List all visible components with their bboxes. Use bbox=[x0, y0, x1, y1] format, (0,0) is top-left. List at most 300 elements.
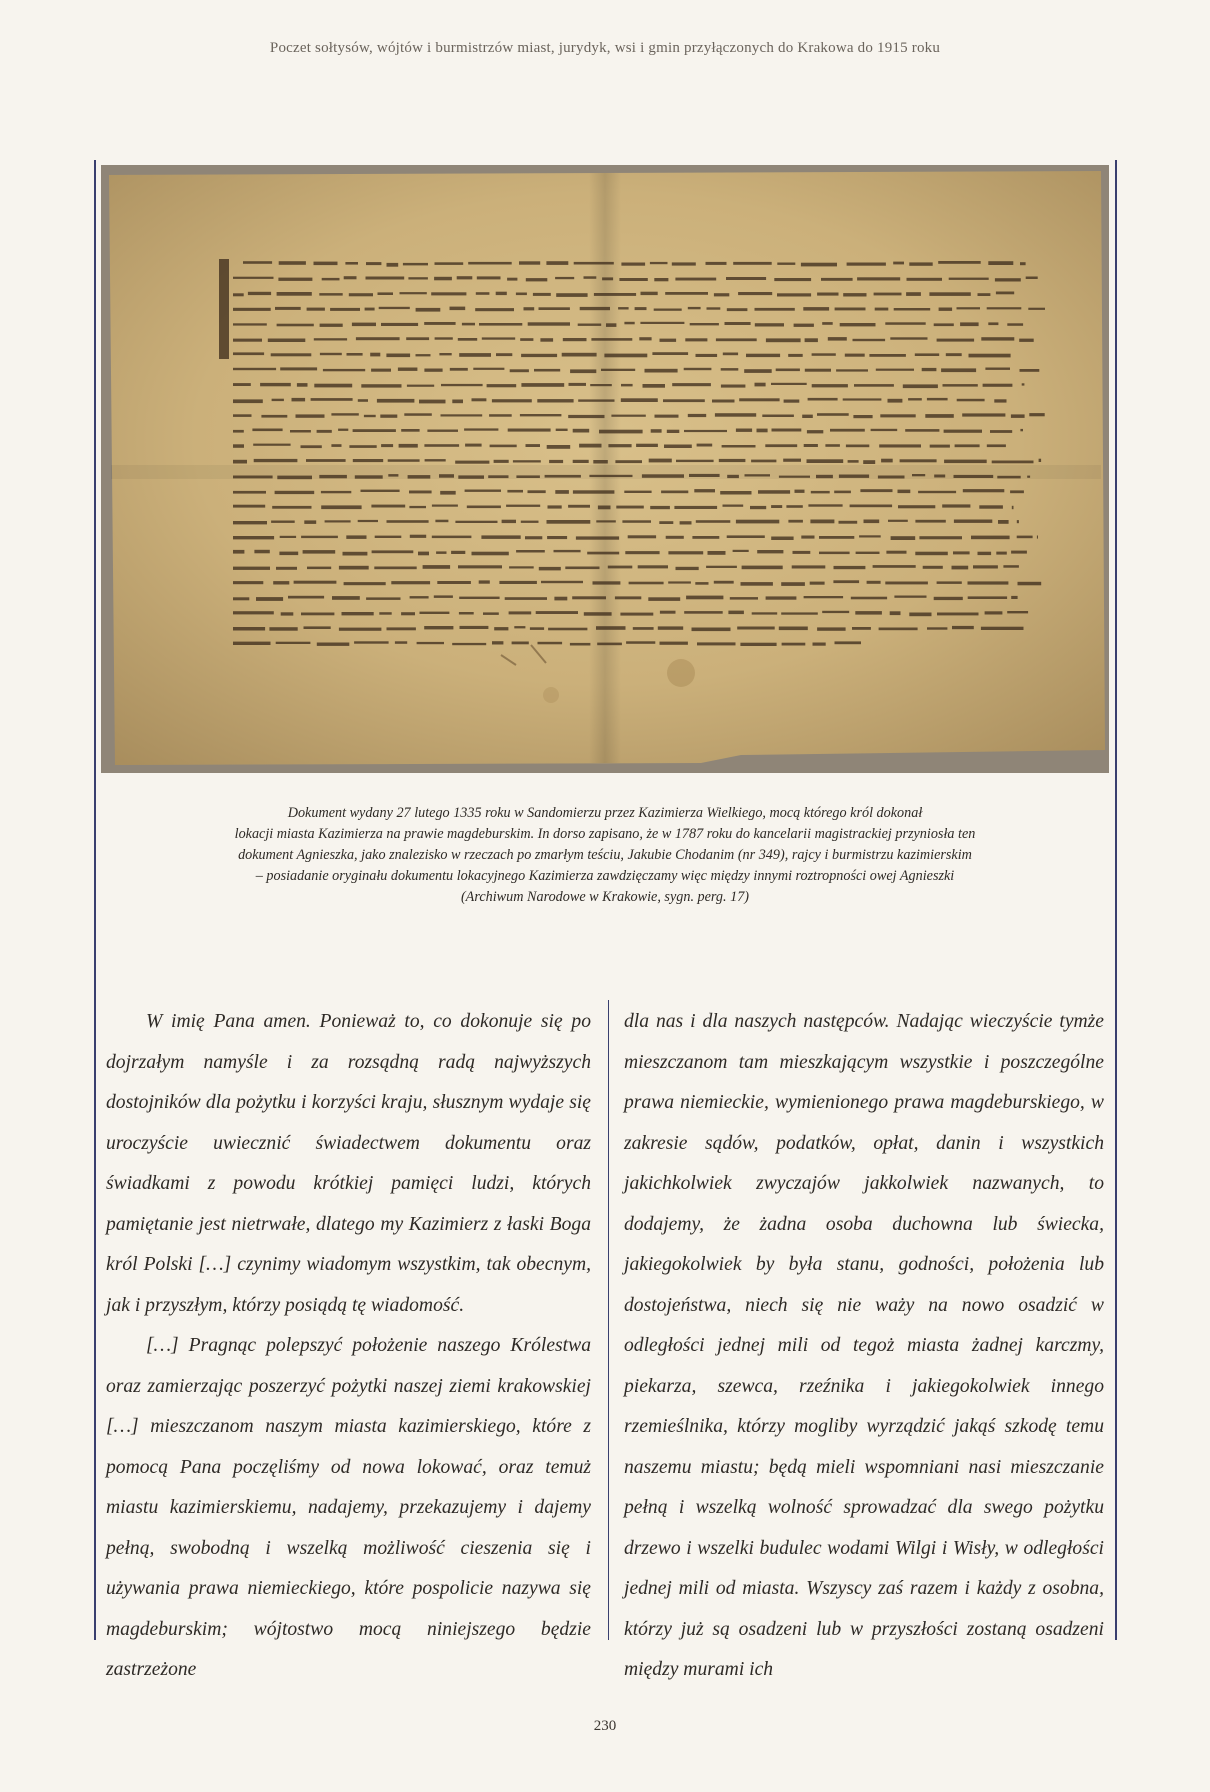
script-stroke bbox=[371, 505, 405, 508]
script-stroke bbox=[233, 550, 244, 554]
script-stroke bbox=[248, 292, 271, 295]
script-stroke bbox=[507, 490, 523, 493]
script-stroke bbox=[879, 628, 918, 631]
script-stroke bbox=[876, 369, 914, 371]
script-stroke bbox=[843, 293, 866, 296]
script-stroke bbox=[424, 322, 455, 325]
script-stroke bbox=[361, 384, 401, 387]
script-stroke bbox=[708, 551, 726, 555]
script-stroke bbox=[807, 459, 844, 463]
script-stroke bbox=[277, 476, 312, 480]
script-stroke bbox=[591, 338, 632, 341]
script-stroke bbox=[934, 597, 963, 600]
script-stroke bbox=[391, 581, 430, 584]
script-stroke bbox=[271, 521, 295, 523]
script-stroke bbox=[843, 398, 882, 400]
script-stroke bbox=[492, 641, 503, 644]
script-stroke bbox=[437, 581, 471, 584]
script-stroke bbox=[321, 491, 351, 493]
script-stroke bbox=[751, 460, 776, 463]
script-stroke bbox=[848, 460, 859, 463]
script-stroke bbox=[356, 337, 400, 340]
script-stroke bbox=[807, 430, 823, 433]
script-stroke bbox=[1007, 611, 1028, 613]
script-stroke bbox=[401, 612, 415, 615]
script-stroke bbox=[642, 474, 684, 478]
script-stroke bbox=[684, 611, 723, 614]
script-stroke bbox=[584, 612, 612, 616]
script-stroke bbox=[686, 596, 723, 600]
script-stroke bbox=[840, 323, 876, 326]
script-stroke bbox=[323, 369, 365, 371]
script-stroke bbox=[954, 475, 994, 478]
script-stroke bbox=[594, 293, 636, 296]
script-stroke bbox=[439, 474, 454, 478]
script-stroke bbox=[379, 612, 391, 615]
script-stroke bbox=[562, 353, 597, 357]
script-stroke bbox=[381, 444, 393, 447]
script-stroke bbox=[580, 307, 610, 310]
script-stroke bbox=[596, 626, 626, 630]
script-stroke bbox=[661, 491, 688, 494]
script-stroke bbox=[927, 398, 948, 401]
script-stroke bbox=[431, 292, 466, 295]
script-stroke bbox=[779, 476, 810, 478]
script-stroke bbox=[508, 429, 551, 432]
script-stroke bbox=[755, 323, 784, 326]
script-stroke bbox=[271, 353, 312, 356]
script-stroke bbox=[746, 354, 780, 357]
script-stroke bbox=[886, 551, 906, 554]
script-stroke bbox=[509, 566, 534, 568]
script-stroke bbox=[1020, 369, 1040, 372]
script-stroke bbox=[441, 384, 483, 386]
script-stroke bbox=[303, 550, 336, 554]
script-stroke bbox=[494, 460, 509, 463]
script-stroke bbox=[813, 643, 826, 646]
script-stroke bbox=[855, 611, 882, 615]
script-stroke bbox=[416, 354, 431, 356]
script-stroke bbox=[981, 627, 1024, 630]
script-stroke bbox=[378, 292, 394, 295]
script-stroke bbox=[721, 385, 746, 388]
script-stroke bbox=[758, 490, 790, 494]
script-stroke bbox=[277, 324, 314, 327]
script-stroke bbox=[549, 460, 563, 463]
script-stroke bbox=[521, 521, 539, 523]
script-stroke bbox=[810, 582, 825, 585]
script-stroke bbox=[719, 459, 746, 462]
caption-line: Dokument wydany 27 lutego 1335 roku w Sandomierzu przez Kazimierza Wielkiego, mocą którego król dokonał bbox=[287, 805, 923, 821]
script-stroke bbox=[716, 338, 757, 341]
script-stroke bbox=[955, 444, 980, 447]
script-stroke bbox=[233, 581, 263, 584]
script-stroke bbox=[727, 308, 748, 311]
script-stroke bbox=[321, 505, 361, 509]
script-stroke bbox=[345, 262, 358, 265]
script-stroke bbox=[410, 535, 426, 538]
script-stroke bbox=[783, 459, 801, 462]
script-stroke bbox=[547, 445, 571, 449]
script-stroke bbox=[981, 337, 1014, 340]
script-stroke bbox=[696, 520, 731, 523]
script-stroke bbox=[475, 308, 514, 311]
script-stroke bbox=[776, 369, 800, 372]
script-stroke bbox=[505, 597, 547, 600]
script-stroke bbox=[450, 307, 466, 311]
script-stroke bbox=[452, 643, 486, 645]
script-stroke bbox=[510, 369, 529, 372]
script-stroke bbox=[593, 581, 621, 584]
script-stroke bbox=[941, 368, 976, 372]
script-stroke bbox=[674, 506, 717, 509]
script-stroke bbox=[625, 551, 659, 554]
body-paragraph: dla nas i dla naszych następców. Nadając wieczyście tymże mieszczanom tam mieszkającym wszystkie i poszczególne prawa niemieckie, wymienionego prawa magdeburskiego, w zakresie sądów, podatków, opłat, danin i wszystkich jakichkolwiek zwyczajów jakkolwiek nazwanych, to dodajemy, że żadna osoba duchowna lub świecka, jakiegokolwiek by była stanu, godności, położenia lub dostojeństwa, niech się nie waży na nowo osadzić w odległości jednej mili od tegoż miasta żadnej karczmy, piekarza, szewca, rzeźnika i jakiegokolwiek innego rzemieślnika, którzy mogliby wyrządzić jakąś szkodę temu naszemu miastu; będą mieli wspomniani nasi mieszczanie pełną i wszelką wolność sprowadzać dla swego pożytku drzewo i wszelki budulec wodami Wilgi i Wisły, w odległości jednej mili od miasta. Wszyscy zaś razem i każdy z osobna, którzy już są osadzeni lub w przyszłości zostaną osadzeni między murami ich bbox=[624, 1011, 1104, 1680]
script-stroke bbox=[233, 368, 276, 370]
script-stroke bbox=[890, 337, 927, 339]
script-stroke bbox=[233, 536, 274, 539]
script-stroke bbox=[366, 262, 381, 265]
script-stroke bbox=[755, 383, 766, 387]
script-stroke bbox=[998, 520, 1009, 524]
script-stroke bbox=[288, 596, 324, 599]
script-stroke bbox=[1012, 506, 1014, 509]
script-stroke bbox=[812, 353, 836, 356]
script-stroke bbox=[432, 505, 458, 507]
script-stroke bbox=[233, 430, 244, 433]
script-stroke bbox=[733, 550, 749, 552]
script-stroke bbox=[801, 263, 837, 267]
script-stroke bbox=[659, 521, 673, 524]
script-stroke bbox=[355, 475, 383, 478]
script-stroke bbox=[675, 278, 716, 281]
script-stroke bbox=[1039, 459, 1042, 462]
script-stroke bbox=[570, 369, 596, 373]
script-stroke bbox=[409, 491, 432, 494]
script-stroke bbox=[243, 261, 272, 264]
script-stroke bbox=[939, 308, 953, 311]
script-stroke bbox=[524, 307, 535, 310]
figure-caption bbox=[150, 803, 1060, 908]
script-stroke bbox=[803, 307, 829, 311]
script-stroke bbox=[633, 627, 654, 630]
script-stroke bbox=[676, 460, 714, 462]
script-stroke bbox=[344, 582, 386, 585]
script-stroke bbox=[898, 490, 911, 494]
script-stroke bbox=[922, 368, 937, 371]
script-stroke bbox=[1018, 582, 1042, 586]
script-stroke bbox=[364, 415, 376, 417]
script-stroke bbox=[857, 277, 900, 280]
script-stroke bbox=[233, 399, 263, 403]
script-stroke bbox=[458, 475, 484, 478]
script-stroke bbox=[424, 626, 453, 629]
script-stroke bbox=[1003, 565, 1019, 568]
script-stroke bbox=[252, 429, 282, 432]
script-stroke bbox=[388, 474, 398, 477]
script-stroke bbox=[1017, 520, 1019, 523]
script-stroke bbox=[1011, 551, 1027, 554]
script-stroke bbox=[944, 430, 982, 433]
script-stroke bbox=[459, 597, 499, 599]
script-stroke bbox=[479, 323, 522, 326]
script-stroke bbox=[616, 506, 644, 509]
script-stroke bbox=[688, 307, 701, 309]
script-stroke bbox=[311, 398, 353, 401]
script-stroke bbox=[624, 322, 634, 325]
script-stroke bbox=[516, 550, 545, 553]
script-stroke bbox=[596, 520, 616, 522]
script-stroke bbox=[568, 505, 590, 508]
script-stroke bbox=[404, 413, 432, 416]
caption-line: lokacji miasta Kazimierza na prawie magdeburskim. In dorso zapisano, że w 1787 roku do kancelarii magistrackiej przyniosła ten bbox=[234, 826, 976, 842]
script-stroke bbox=[715, 413, 756, 417]
script-stroke bbox=[608, 444, 631, 447]
script-stroke bbox=[579, 444, 601, 448]
script-stroke bbox=[339, 628, 382, 631]
script-stroke bbox=[452, 400, 463, 404]
script-stroke bbox=[304, 626, 331, 629]
script-stroke bbox=[602, 277, 613, 280]
script-stroke bbox=[353, 459, 383, 462]
script-stroke bbox=[621, 398, 658, 402]
script-stroke bbox=[925, 414, 954, 418]
script-stroke bbox=[788, 354, 803, 357]
script-stroke bbox=[893, 262, 904, 265]
script-stroke bbox=[766, 596, 797, 599]
script-stroke bbox=[526, 278, 548, 281]
script-stroke bbox=[273, 581, 289, 584]
script-stroke bbox=[762, 415, 794, 418]
script-stroke bbox=[962, 413, 1005, 416]
script-stroke bbox=[988, 322, 998, 325]
script-stroke bbox=[307, 308, 325, 311]
script-stroke bbox=[638, 565, 668, 568]
script-stroke bbox=[730, 597, 758, 600]
script-stroke bbox=[307, 567, 331, 570]
script-stroke bbox=[233, 521, 267, 524]
script-stroke bbox=[279, 552, 298, 556]
script-stroke bbox=[540, 338, 553, 342]
script-stroke bbox=[782, 643, 806, 646]
script-stroke bbox=[927, 627, 947, 629]
script-stroke bbox=[435, 520, 448, 523]
script-stroke bbox=[649, 459, 672, 463]
script-stroke bbox=[314, 384, 352, 388]
script-stroke bbox=[788, 520, 803, 523]
script-stroke bbox=[1019, 339, 1033, 342]
script-stroke bbox=[387, 627, 416, 630]
script-stroke bbox=[987, 307, 1022, 309]
script-stroke bbox=[714, 293, 729, 296]
script-stroke bbox=[1020, 262, 1026, 265]
script-stroke bbox=[530, 627, 544, 630]
script-stroke bbox=[930, 445, 950, 448]
script-stroke bbox=[233, 642, 271, 645]
script-stroke bbox=[830, 429, 865, 432]
script-stroke bbox=[808, 398, 838, 401]
script-stroke bbox=[771, 537, 793, 541]
script-stroke bbox=[937, 613, 979, 616]
script-stroke bbox=[628, 535, 656, 538]
script-stroke bbox=[979, 505, 1003, 508]
script-stroke bbox=[277, 292, 312, 296]
script-stroke bbox=[786, 505, 802, 508]
script-stroke bbox=[541, 581, 583, 583]
script-stroke bbox=[516, 293, 527, 296]
script-stroke bbox=[680, 521, 692, 524]
script-stroke bbox=[343, 552, 368, 556]
caption-line: – posiadanie oryginału dokumentu lokacyjnego Kazimierza zawdzięczamy więc między innymi roztropności owej Agnieszki bbox=[255, 868, 955, 884]
script-stroke bbox=[690, 323, 719, 325]
script-stroke bbox=[885, 322, 925, 325]
script-stroke bbox=[881, 459, 893, 463]
script-stroke bbox=[473, 368, 504, 370]
script-stroke bbox=[464, 428, 498, 430]
script-stroke bbox=[435, 262, 464, 265]
script-stroke bbox=[938, 261, 981, 264]
script-stroke bbox=[233, 597, 249, 600]
script-stroke bbox=[409, 506, 426, 508]
script-stroke bbox=[908, 398, 922, 400]
script-stroke bbox=[992, 461, 1034, 464]
body-text-columns bbox=[0, 1002, 1210, 1680]
script-stroke bbox=[847, 263, 886, 266]
script-stroke bbox=[990, 430, 1012, 433]
script-stroke bbox=[292, 398, 306, 402]
script-stroke bbox=[458, 565, 502, 568]
right-column bbox=[624, 1002, 1104, 1691]
script-stroke bbox=[618, 307, 629, 309]
script-stroke bbox=[663, 399, 705, 402]
script-stroke bbox=[874, 293, 902, 296]
left-column bbox=[106, 1002, 591, 1691]
script-stroke bbox=[576, 536, 619, 539]
script-stroke bbox=[934, 323, 954, 326]
script-stroke bbox=[805, 338, 818, 342]
script-stroke bbox=[261, 415, 287, 418]
script-stroke bbox=[539, 307, 570, 310]
script-stroke bbox=[854, 384, 894, 387]
script-stroke bbox=[985, 611, 1003, 614]
script-stroke bbox=[479, 580, 490, 583]
script-stroke bbox=[487, 384, 517, 387]
script-stroke bbox=[978, 293, 991, 296]
parchment-document-photo bbox=[101, 165, 1109, 773]
script-stroke bbox=[736, 520, 779, 524]
script-stroke bbox=[949, 278, 989, 280]
script-stroke bbox=[894, 596, 926, 598]
script-stroke bbox=[301, 445, 322, 448]
script-stroke bbox=[521, 383, 564, 387]
script-stroke bbox=[919, 536, 962, 539]
script-stroke bbox=[856, 552, 880, 554]
script-stroke bbox=[528, 490, 546, 493]
script-stroke bbox=[608, 566, 633, 569]
script-stroke bbox=[869, 354, 906, 357]
script-stroke bbox=[923, 566, 943, 569]
script-stroke bbox=[834, 566, 866, 569]
script-stroke bbox=[957, 399, 985, 402]
script-stroke bbox=[757, 550, 783, 553]
script-stroke bbox=[736, 429, 752, 432]
script-stroke bbox=[912, 474, 925, 476]
script-stroke bbox=[1017, 536, 1033, 539]
script-stroke bbox=[290, 430, 311, 433]
script-stroke bbox=[811, 491, 830, 494]
script-stroke bbox=[332, 596, 360, 600]
script-stroke bbox=[539, 567, 561, 571]
script-stroke bbox=[516, 475, 540, 478]
script-stroke bbox=[650, 262, 668, 264]
script-stroke bbox=[233, 505, 265, 508]
script-stroke bbox=[665, 292, 708, 295]
script-stroke bbox=[314, 262, 338, 266]
script-stroke bbox=[929, 292, 970, 296]
script-stroke bbox=[624, 491, 651, 493]
script-stroke bbox=[294, 581, 337, 584]
script-stroke bbox=[410, 596, 429, 598]
script-stroke bbox=[375, 536, 402, 538]
script-stroke bbox=[280, 367, 317, 370]
script-stroke bbox=[621, 263, 645, 266]
script-stroke bbox=[436, 551, 446, 554]
script-stroke bbox=[963, 489, 1005, 492]
script-stroke bbox=[521, 354, 557, 357]
script-stroke bbox=[520, 338, 533, 341]
script-stroke bbox=[427, 430, 458, 432]
script-stroke bbox=[331, 413, 358, 415]
caption-line: (Archiwum Narodowe w Krakowie, sygn. perg. 17) bbox=[460, 889, 750, 905]
script-stroke bbox=[741, 582, 773, 586]
script-stroke bbox=[349, 293, 373, 296]
script-stroke bbox=[987, 444, 1006, 447]
script-stroke bbox=[253, 444, 290, 446]
script-stroke bbox=[654, 278, 668, 281]
script-stroke bbox=[388, 459, 420, 462]
script-stroke bbox=[342, 612, 374, 615]
script-stroke bbox=[850, 505, 893, 508]
script-stroke bbox=[419, 400, 446, 404]
script-stroke bbox=[635, 307, 647, 310]
script-stroke bbox=[254, 459, 298, 462]
script-stroke bbox=[721, 368, 739, 371]
script-stroke bbox=[386, 354, 410, 358]
script-stroke bbox=[784, 400, 800, 403]
script-stroke bbox=[655, 415, 679, 418]
script-stroke bbox=[994, 399, 1006, 402]
script-stroke bbox=[467, 506, 501, 509]
script-stroke bbox=[645, 369, 678, 373]
script-stroke bbox=[233, 352, 264, 355]
script-stroke bbox=[915, 520, 945, 523]
script-stroke bbox=[459, 353, 491, 357]
script-stroke bbox=[537, 399, 573, 402]
script-stroke bbox=[944, 460, 987, 464]
script-stroke bbox=[556, 293, 587, 297]
script-stroke bbox=[278, 278, 312, 281]
script-stroke bbox=[514, 626, 525, 628]
script-stroke bbox=[611, 415, 645, 417]
script-stroke bbox=[536, 611, 578, 614]
script-stroke bbox=[692, 628, 731, 632]
script-stroke bbox=[845, 354, 865, 357]
script-stroke bbox=[934, 475, 945, 478]
script-stroke bbox=[589, 475, 632, 477]
script-stroke bbox=[801, 536, 814, 539]
script-stroke bbox=[888, 399, 903, 403]
script-stroke bbox=[306, 459, 346, 462]
